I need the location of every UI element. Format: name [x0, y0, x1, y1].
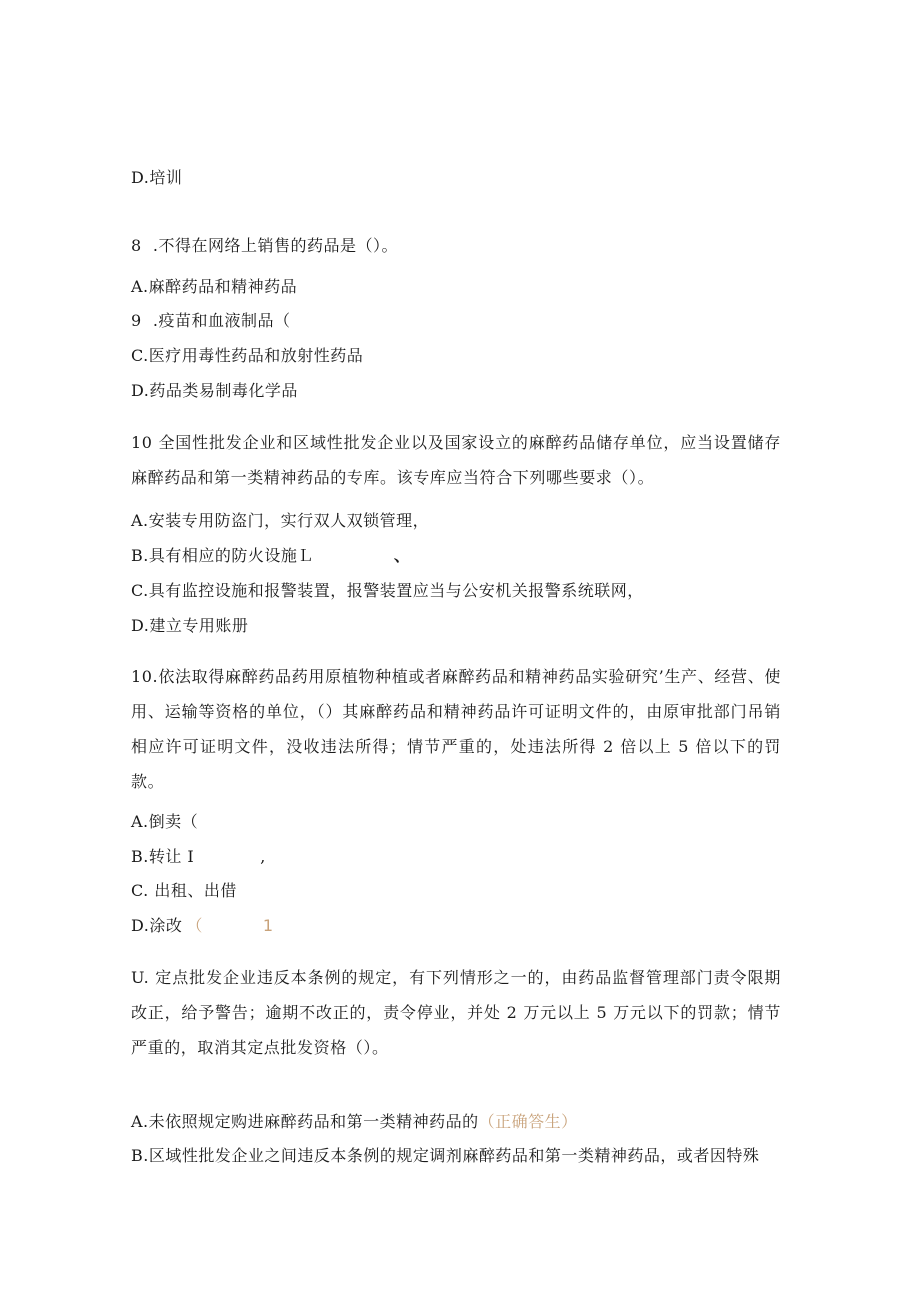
question-8-option-b-text: .疫苗和血液制品（	[152, 311, 291, 330]
question-10-option-a: A.安装专用防盗门，实行双人双锁管理，	[131, 511, 430, 530]
question-8-option-d: D.药品类易制毒化学品	[131, 381, 298, 400]
question-10b-option-b	[131, 847, 266, 867]
question-10-option-b-tail: 、	[393, 546, 411, 565]
question-u-option-a-annotation: （正确答生）	[478, 1112, 578, 1131]
question-10b-option-d-annot-paren: （	[186, 916, 203, 935]
question-u-option-a-main: A.未依照规定购进麻醉药品和第一类精神药品的	[131, 1112, 479, 1131]
question-u-option-b: B.区域性批发企业之间违反本条例的规定调剂麻醉药品和第一类精神药品，或者因特殊	[131, 1146, 760, 1165]
option-d-training: D.培训	[131, 168, 183, 187]
question-10-option-b-main: B.具有相应的防火设施Ｌ	[131, 546, 314, 565]
question-8-option-c: C.医疗用毒性药品和放射性药品	[131, 346, 364, 365]
question-10-option-d: D.建立专用账册	[131, 616, 249, 635]
question-10b-option-d-annot-mark: 1	[262, 916, 274, 935]
question-10b-option-b-tail: ,	[260, 847, 266, 866]
question-8-option-b	[131, 311, 290, 331]
question-10-option-c: C.具有监控设施和报警装置，报警装置应当与公安机关报警系统联网，	[131, 581, 644, 600]
question-8-text: .不得在网络上销售的药品是（）。	[152, 236, 398, 255]
question-8-option-b-number: 9	[131, 311, 153, 330]
question-8-option-a: A.麻醉药品和精神药品	[131, 277, 298, 296]
question-10-option-b	[131, 546, 410, 566]
question-10b-option-b-main: B.转让 I	[131, 847, 195, 866]
question-10b-option-c: C. 出租、出借	[131, 881, 237, 900]
question-u-text: U. 定点批发企业违反本条例的规定，有下列情形之一的，由药品监督管理部门责令限期改正，给予警告；逾期不改正的，责令停业，并处 2 万元以上 5 万元以下的罚款；情节严重的，取消其定点批发资格（）。	[131, 968, 781, 1057]
question-10b-option-d-main: D.涂改	[131, 916, 183, 935]
question-8	[131, 236, 398, 256]
question-10b-text: 10.依法取得麻醉药品药用原植物种植或者麻醉药品和精神药品实验研究’生产、经营、使用、运输等资格的单位，（）其麻醉药品和精神药品许可证明文件的，由原审批部门吊销相应许可证明文件，没收违法所得；情节严重的，处违法所得 2 倍以上 5 倍以下的罚款。	[131, 667, 781, 791]
question-10-text: 10 全国性批发企业和区域性批发企业以及国家设立的麻醉药品储存单位，应当设置储存麻醉药品和第一类精神药品的专库。该专库应当符合下列哪些要求（）。	[131, 433, 781, 487]
question-u-option-a	[131, 1112, 578, 1132]
question-10b-option-d	[131, 916, 274, 936]
question-8-number: 8	[131, 236, 153, 255]
question-10b-option-a: A.倒卖（	[131, 812, 199, 831]
